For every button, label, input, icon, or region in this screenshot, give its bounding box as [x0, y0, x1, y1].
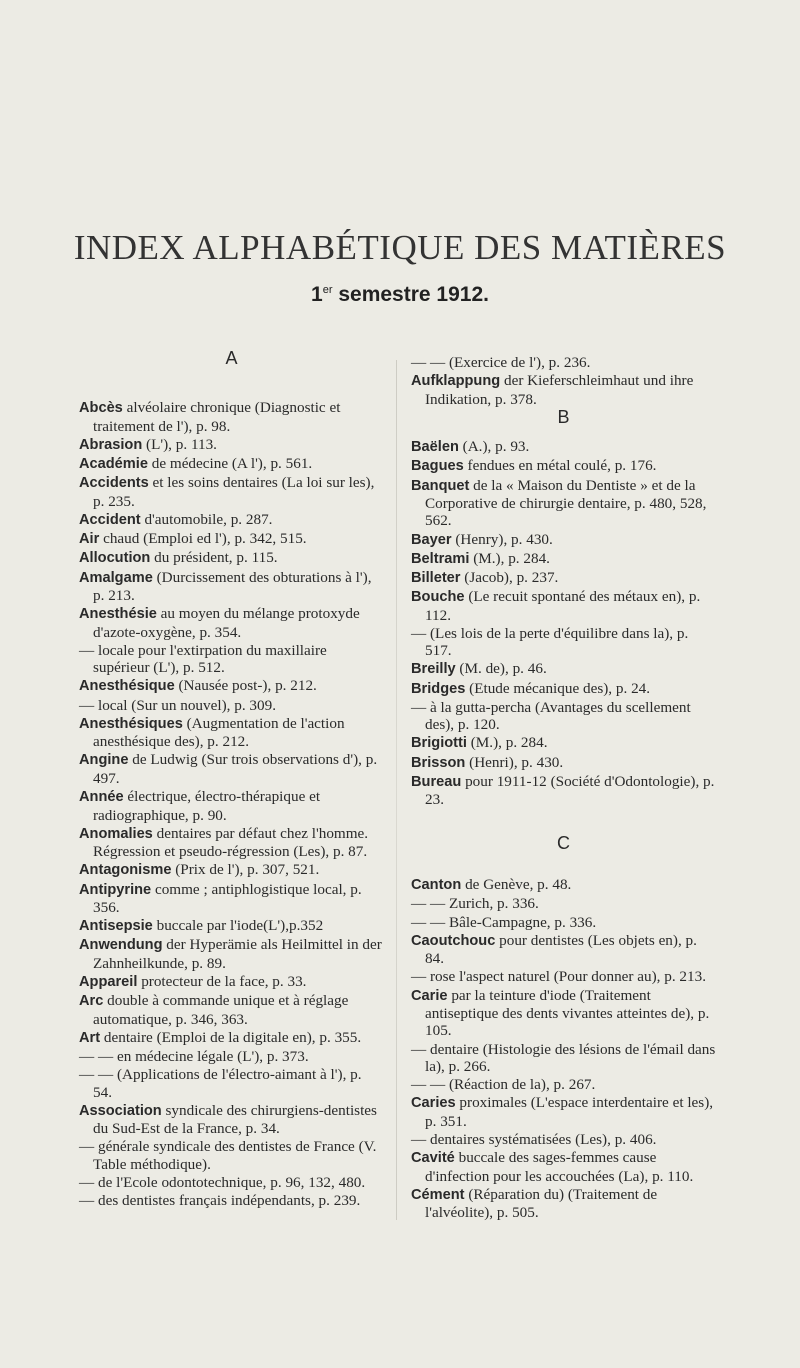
entry-heading: Association [79, 1102, 162, 1119]
entry-heading: Antipyrine [79, 881, 152, 898]
entry-text: — de l'Ecole odontotechnique, p. 96, 132, 480. [79, 1173, 366, 1191]
index-entry [411, 773, 716, 809]
entry-heading: Accidents [79, 475, 149, 492]
entry-heading: Air [79, 531, 100, 548]
index-entry [79, 861, 384, 879]
entry-text: (Jacob), p. 237. [460, 569, 559, 587]
entry-heading: Allocution [79, 550, 151, 567]
entry-text: syndicale des chirurgiens-dentistes du Sud-Est de la France, p. 34. [93, 1101, 377, 1138]
entry-heading: Aufklappung [411, 373, 501, 390]
entry-heading: Bureau [411, 773, 462, 790]
entry-text: proximales (L'espace interdentaire et les), p. 351. [425, 1094, 714, 1130]
subtitle-ordinal: 1 [311, 283, 323, 306]
entry-text: (Durcissement des obturations à l'), p. 213. [93, 568, 372, 605]
index-entry [79, 1138, 384, 1173]
entry-heading: Billeter [411, 570, 461, 587]
entry-text: (M.), p. 284. [469, 549, 550, 567]
entry-heading: Antagonisme [79, 862, 172, 879]
section-letter-c: C [557, 832, 570, 853]
index-entry [411, 754, 716, 772]
entry-heading: Bayer [411, 531, 452, 548]
index-entry [411, 734, 716, 752]
entry-text: (Etude mécanique des), p. 24. [465, 679, 651, 697]
entry-heading: Anesthésie [79, 606, 157, 623]
entry-heading: Anwendung [79, 937, 163, 954]
entry-text: pour dentistes (Les objets en), p. 84. [425, 931, 697, 968]
entry-heading: Breilly [411, 661, 456, 678]
index-entry [79, 605, 384, 641]
entry-text: fendues en métal coulé, p. 176. [463, 457, 657, 475]
entry-heading: Bagues [411, 458, 464, 475]
entry-text: — — (Réaction de la), p. 267. [411, 1076, 596, 1094]
entry-text: buccale par l'iode(L'),p.352 [152, 917, 324, 935]
entry-text: — — (Applications de l'électro-aimant à l'), p. 54. [79, 1066, 362, 1101]
entry-text: et les soins dentaires (La loi sur les), p. 235. [93, 474, 375, 510]
entry-heading: Brigiotti [411, 735, 467, 752]
index-entry [411, 876, 716, 894]
entry-text: par la teinture d'iode (Traitement antiseptique des dents vivantes atteintes de), p. 105. [425, 986, 710, 1040]
index-entry [79, 1192, 384, 1209]
entry-text: dentaire (Emploi de la digitale en), p. 355. [100, 1028, 362, 1046]
entry-text: (M.), p. 284. [466, 734, 548, 752]
index-entry [79, 1048, 384, 1065]
index-entry [79, 751, 384, 787]
entry-heading: Beltrami [411, 550, 470, 567]
index-entry [79, 825, 384, 861]
entry-text: électrique, électro-thérapique et radiographique, p. 90. [93, 788, 321, 824]
index-entry [79, 1029, 384, 1047]
index-entry [411, 531, 716, 549]
index-entry [411, 914, 716, 931]
entry-text: du président, p. 115. [150, 549, 278, 567]
entry-heading: Carie [411, 987, 448, 1004]
entry-text: de Genève, p. 48. [461, 876, 572, 894]
entry-text: de la « Maison du Dentiste » et de la Corporative de chirurgie dentaire, p. 480, 528, 562. [425, 476, 707, 530]
right-column [411, 354, 716, 1222]
index-entry [79, 973, 384, 991]
entry-heading: Art [79, 1029, 101, 1046]
index-entry [411, 680, 716, 698]
index-entry [411, 569, 716, 587]
entry-text: buccale des sages-femmes cause d'infection pour les accouchées (La), p. 110. [425, 1149, 694, 1185]
entry-text: — générale syndicale des dentistes de France (V. Table méthodique). [79, 1138, 377, 1173]
entry-text: protecteur de la face, p. 33. [137, 972, 307, 990]
index-entry [79, 936, 384, 972]
index-entry [411, 932, 716, 968]
entry-text: — dentaire (Histologie des lésions de l'émail dans la), p. 266. [411, 1040, 716, 1075]
index-entry [79, 436, 384, 454]
entry-text: de Ludwig (Sur trois observations d'), p. 497. [93, 751, 378, 787]
index-entry [411, 1041, 716, 1076]
entry-text: (Réparation du) (Traitement de l'alvéolite), p. 505. [425, 1185, 658, 1222]
index-entry [411, 987, 716, 1040]
index-entry [411, 625, 716, 660]
index-entry [411, 1094, 716, 1130]
entry-text: — rose l'aspect naturel (Pour donner au), p. 213. [411, 968, 707, 986]
entry-text: — des dentistes français indépendants, p. 239. [79, 1192, 361, 1210]
index-entry [411, 1131, 716, 1148]
index-entry [411, 438, 716, 456]
index-entry [79, 455, 384, 473]
entry-text: (M. de), p. 46. [455, 660, 547, 678]
entry-text: — à la gutta-percha (Avantages du scellement des), p. 120. [411, 698, 691, 734]
index-entry [79, 715, 384, 751]
index-entry [411, 588, 716, 624]
entry-text: (A.), p. 93. [458, 438, 530, 456]
b-entry-list [411, 438, 716, 808]
index-entry [79, 992, 384, 1028]
entry-heading: Baëlen [411, 439, 459, 456]
entry-text: — — en médecine légale (L'), p. 373. [79, 1047, 309, 1065]
index-entry [79, 511, 384, 529]
entry-heading: Académie [79, 456, 148, 473]
entry-text: — dentaires systématisées (Les), p. 406. [411, 1130, 657, 1148]
entry-heading: Arc [79, 993, 104, 1010]
entry-text: comme ; antiphlogistique local, p. 356. [93, 880, 362, 916]
entry-text: de médecine (A l'), p. 561. [147, 455, 313, 473]
index-entry [411, 699, 716, 734]
page-title: INDEX ALPHABÉTIQUE DES MATIÈRES [73, 228, 727, 267]
index-entry [79, 917, 384, 935]
index-entry [411, 968, 716, 985]
entry-text: — (Les lois de la perte d'équilibre dans la), p. 517. [411, 624, 689, 660]
index-entry [79, 549, 384, 567]
section-letter-a: A [225, 348, 238, 368]
index-entry [79, 788, 384, 824]
entry-heading: Caries [411, 1095, 456, 1112]
index-entry [411, 372, 716, 408]
index-entry [411, 1149, 716, 1185]
index-entry [411, 1076, 716, 1093]
index-entry [79, 1066, 384, 1101]
entry-text: double à commande unique et à réglage automatique, p. 346, 363. [93, 992, 349, 1028]
entry-heading: Brisson [411, 754, 466, 771]
entry-heading: Cavité [411, 1150, 455, 1167]
subtitle-ordinal-suffix: er [322, 284, 333, 296]
entry-heading: Abcès [79, 400, 123, 417]
entry-text: (Nausée post-), p. 212. [174, 677, 317, 695]
entry-heading: Antisepsie [79, 918, 153, 935]
entry-heading: Caoutchouc [411, 932, 496, 949]
right-top-entry-list [411, 354, 716, 408]
index-entry [79, 569, 384, 605]
index-entry [79, 474, 384, 510]
entry-heading: Anesthésique [79, 678, 175, 695]
column-divider [396, 360, 397, 1220]
entry-text: d'automobile, p. 287. [140, 511, 273, 529]
index-entry [411, 457, 716, 475]
entry-heading: Banquet [411, 477, 470, 494]
index-entry [79, 1174, 384, 1191]
section-letter-b: B [557, 406, 570, 427]
index-entry [79, 677, 384, 695]
left-column [79, 350, 384, 1210]
entry-heading: Abrasion [79, 437, 143, 454]
left-entry-list [79, 399, 384, 1209]
entry-text: (Le recuit spontané des métaux en), p. 112. [425, 588, 701, 624]
entry-text: au moyen du mélange protoxyde d'azote-oxygène, p. 354. [93, 605, 360, 641]
index-entry [411, 477, 716, 530]
page-subtitle [0, 283, 800, 307]
entry-text: — locale pour l'extirpation du maxillaire supérieur (L'), p. 512. [79, 641, 327, 677]
entry-heading: Accident [79, 512, 141, 529]
entry-heading: Année [79, 789, 124, 806]
entry-text: (Henri), p. 430. [465, 753, 564, 771]
entry-heading: Amalgame [79, 569, 153, 586]
subtitle-rest: semestre 1912. [338, 283, 489, 306]
entry-text: — — Bâle-Campagne, p. 336. [411, 913, 597, 931]
entry-text: pour 1911-12 (Société d'Odontologie), p. 23. [425, 772, 715, 809]
entry-text: (Prix de l'), p. 307, 521. [171, 861, 320, 879]
index-entry [79, 881, 384, 917]
index-entry [79, 399, 384, 435]
entry-text: der Kieferschleimhaut und ihre Indikation, p. 378. [425, 372, 694, 408]
index-entry [79, 642, 384, 677]
entry-text: (L'), p. 113. [142, 436, 217, 454]
entry-text: (Henry), p. 430. [451, 530, 553, 548]
entry-heading: Canton [411, 877, 462, 894]
entry-heading: Angine [79, 752, 129, 769]
entry-text: alvéolaire chronique (Diagnostic et traitement de l'), p. 98. [93, 399, 341, 435]
entry-text: — local (Sur un nouvel), p. 309. [79, 696, 276, 714]
entry-heading: Appareil [79, 973, 138, 990]
entry-text: — — Zurich, p. 336. [411, 895, 539, 913]
index-entry [411, 895, 716, 912]
entry-heading: Anesthésiques [79, 715, 183, 732]
index-entry [411, 1186, 716, 1222]
c-entry-list [411, 876, 716, 1221]
entry-heading: Cément [411, 1186, 465, 1203]
entry-text: dentaires par défaut chez l'homme. Régression et pseudo-régression (Les), p. 87. [93, 824, 369, 861]
index-entry [411, 660, 716, 678]
entry-heading: Bridges [411, 680, 466, 697]
index-entry [79, 697, 384, 714]
entry-text: (Augmentation de l'action anesthésique des), p. 212. [93, 714, 345, 751]
index-entry [411, 354, 716, 371]
entry-text: der Hyperämie als Heilmittel in der Zahnheilkunde, p. 89. [93, 936, 382, 972]
entry-heading: Bouche [411, 589, 465, 606]
index-entry [79, 530, 384, 548]
index-entry [79, 1102, 384, 1138]
entry-text: chaud (Emploi ed l'), p. 342, 515. [99, 530, 307, 548]
entry-heading: Anomalies [79, 825, 153, 842]
entry-text: — — (Exercice de l'), p. 236. [411, 354, 591, 371]
index-entry [411, 550, 716, 568]
